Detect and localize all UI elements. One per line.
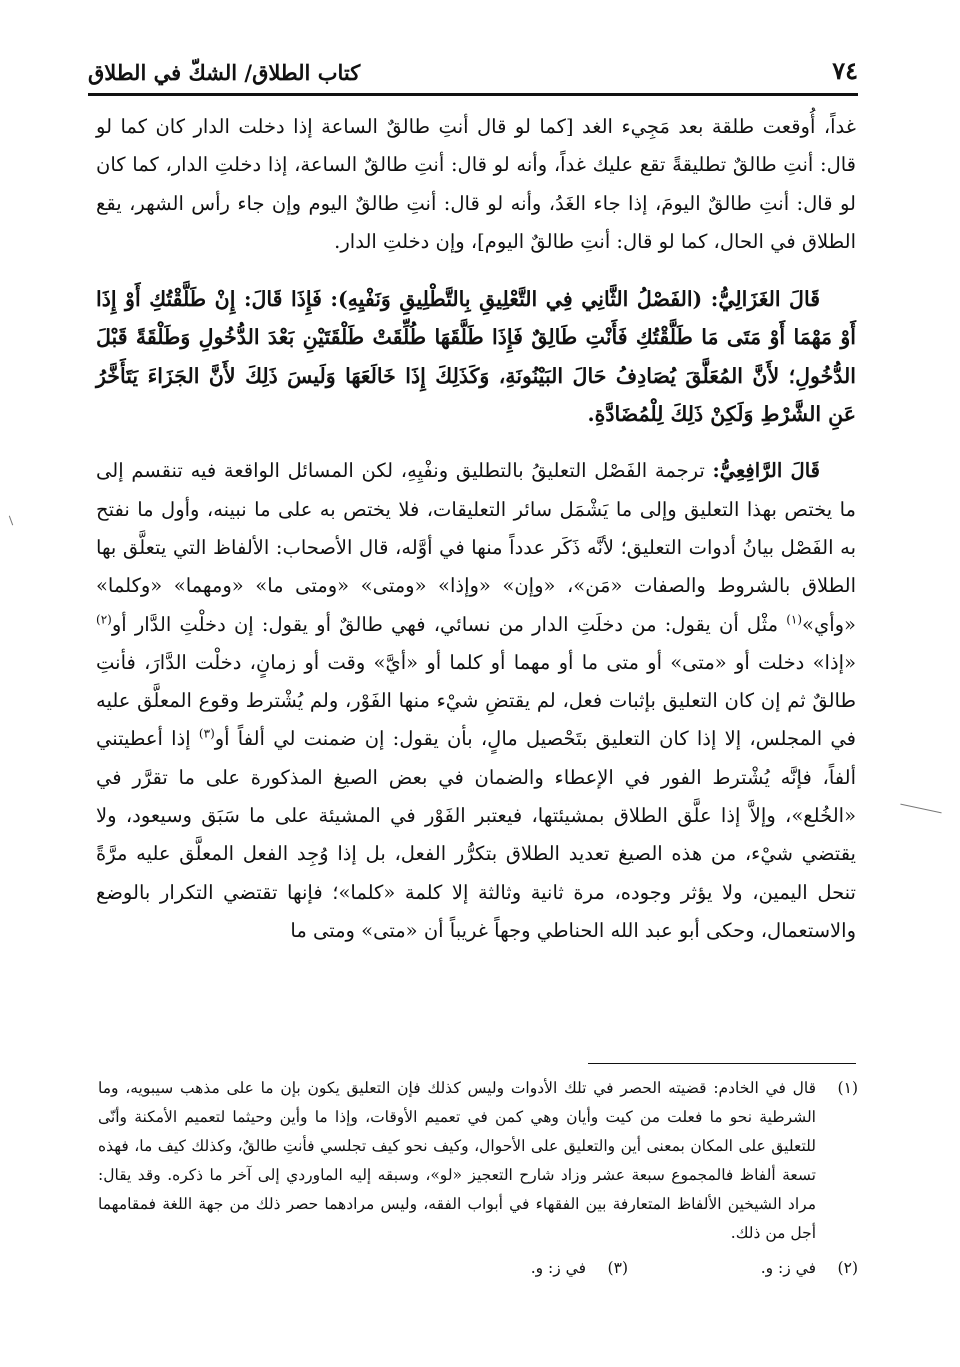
scan-artifact xyxy=(900,804,941,814)
rafii-text-b: مثْل أن يقول: من دخلَتِ الدار من نسائي، فهي طالقٌ أو يقول: إن دخلْتِ الدَّار أو xyxy=(111,612,787,636)
footnote-number: (٢) xyxy=(837,1259,858,1277)
footnote-text: في ز: و. xyxy=(760,1259,816,1277)
footnote-text: في ز: و. xyxy=(530,1259,586,1277)
header-rule xyxy=(88,93,858,96)
speaker-ghazali: قَالَ الغَزَالِيُّ: xyxy=(710,287,820,312)
footnote-separator xyxy=(588,1063,856,1064)
speaker-rafii: قَالَ الرَّافِعِيُّ: xyxy=(712,459,820,483)
paragraph-ghazali xyxy=(96,280,856,433)
paragraph-continuation: غداً، أُوقعت طلقة بعد مَجِيء الغد [كما لو قال أنتِ طالقٌ الساعة إذا دخلت الدار كان كما لو قال: أنتِ طالقٌ تطليقةً تقع عليك غداً، وأنه لو قال: أنتِ طالقٌ الساعة، إذا دخلتِ الدار، كما كان لو قال: أنتِ طالقٌ اليومَ، إذا جاء الغَدُ، وأنه لو قال: أنتِ طالقٌ اليوم وإن جاء رأس الشهر، يقع الطلاق في الحال، كما لو قال: أنتِ طالقٌ اليوم]، وإن دخلتِ الدار. xyxy=(96,115,856,253)
footnote-3 xyxy=(398,1254,628,1283)
footnote-text: قال في الخادم: قضيته الحصر في تلك الأدوات وليس كذلك فإن التعليق يكون بإن ما على مذهب سيبويه، وما الشرطية نحو ما فعلت من كيت وأيان وهي كمن في تعميم الأوقات، وإذا ما وأين وحيثما لتعميم الأمكنة وأنّى للتعليق على المكان بمعنى أين والتعليق على الأحوال، وكيف نحو كيف تجلسي فأنتِ طالقٌ، وكذلك كيف ما، فهذه تسعة ألفاظ فالمجموع سبعة عشر وزاد شارح التعجيز «لو»، وسبقه إليه الماوردي إلى آخر ما ذكره. وقد يقال: مراد الشيخين الألفاظ المتعارفة بين الفقهاء في أبواب الفقه، وليس مرادهما حصر ذلك من جهة اللغة فمقامهما أجل من ذلك. xyxy=(98,1079,816,1242)
running-title: كتاب الطلاق/ الشكّ في الطلاق xyxy=(88,60,361,85)
rafii-text-d: إذا أعطيتني ألفاً، فإنَّه يُشْترط الفور في الإعطاء والضمان في بعض الصيغ المذكورة على ما تقرَّر في «الخُلع»، وإلاَّ إذا علَّق الطلاق بمشيئتها، فيعتبر الفَوْر في المشيئة على ما سَبَق وسيعود، ولا يقتضي شيْء، من هذه الصيغ تعديد الطلاق بتكرُّر الفعل، بل إذا وُجِد الفعل المعلَّق عليه مرَّةً تنحل اليمين، ولا يؤثر وجوده، مرة ثانية وثالثة إلا كلمة «كلما»؛ فإنها تقتضي التكرار بالوضع والاستعمال، وحكى أبو عبد الله الحناطي وجهاً غريباً أن «متى» ومتى ما xyxy=(96,727,856,942)
rafii-text-a: ترجمة الفَصْل التعليقُ بالتطليق ونفْيِهِ، لكن المسائل الواقعة فيه تنقسم إلى ما يختص بهذا التعليق وإلى ما يَشْمَل سائر التعليقات، فلا يختص به على ما نبينه، وأول ما نفتح به الفَصْل بيانُ أدوات التعليق؛ لأنَّه ذَكَر عدداً منها في أوَّله، قال الأصحاب: الألفاظ التي يتعلَّق بها الطلاق بالشروط والصفات «مَن»، «وإن» «وإذا» «ومتى» «ومتى ما» «ومهما» «وكلما» «وأي» xyxy=(96,459,856,636)
rafii-text-c: «إذا» دخلت أو «متى» أو متى ما أو مهما أو كلما أو «أيَّ» وقت أو زمانٍ، دخلْت الدَّارَ، فأنتِ طالقٌ ثم إن كان التعليق بإثبات فعل، لم يقتضِ شيْء منها الفَوْر، ولم يُشْترط وقوع المعلَّق عليه في المجلس، إلا إذا كان التعليق بتَحْصيل مالٍ، بأن يقول: إن ضمنت لي ألفاً أو xyxy=(96,650,857,751)
footnote-1 xyxy=(98,1074,858,1248)
footnote-number: (١) xyxy=(837,1079,858,1097)
footnote-ref-2[interactable]: (٢) xyxy=(96,612,112,627)
page-number: ٧٤ xyxy=(832,56,858,85)
footnote-ref-1[interactable]: (١) xyxy=(786,612,803,627)
paragraph-rafii xyxy=(96,452,856,950)
footnote-2 xyxy=(628,1254,858,1283)
scan-artifact xyxy=(9,516,13,526)
page-header xyxy=(88,52,858,92)
main-text xyxy=(96,108,856,950)
footnotes-2-3 xyxy=(98,1254,858,1283)
footnote-number: (٣) xyxy=(607,1259,628,1277)
ghazali-text: (الفَصْلُ الثَّانِي فِي التَّعْلِيقِ بِالتَّطْلِيقِ وَنَفْيِهِ): فَإِذَا قَالَ: إِنْ طَلَّقْتُكِ أَوْ إِذَا أَوْ مَهْمَا أَوْ مَتَى مَا طَلَّقْتُكِ فَأَنْتِ طَالِقٌ فَإِذَا طَلَّقَهَا طُلِّقَتْ طَلْقَتَيْنِ بَعْدَ الدُّخُولِ وَطَلْقَةً قَبْلَ الدُّخُولِ؛ لأَنَّ المُعَلَّقَ يُصَادِفُ حَالَ البَيْنُونَةِ، وَكَذَلِكَ إِذَا خَالَعَهَا وَلَيسَ ذَلِكَ لأَنَّ الجَزَاءَ يَتَأَخَّرُ عَنِ الشَّرْطِ وَلَكِنْ ذَلِكَ لِلْمُضَادَّةِ. xyxy=(96,287,856,427)
footnote-ref-3[interactable]: (٣) xyxy=(198,726,215,741)
footnotes xyxy=(98,1074,858,1283)
